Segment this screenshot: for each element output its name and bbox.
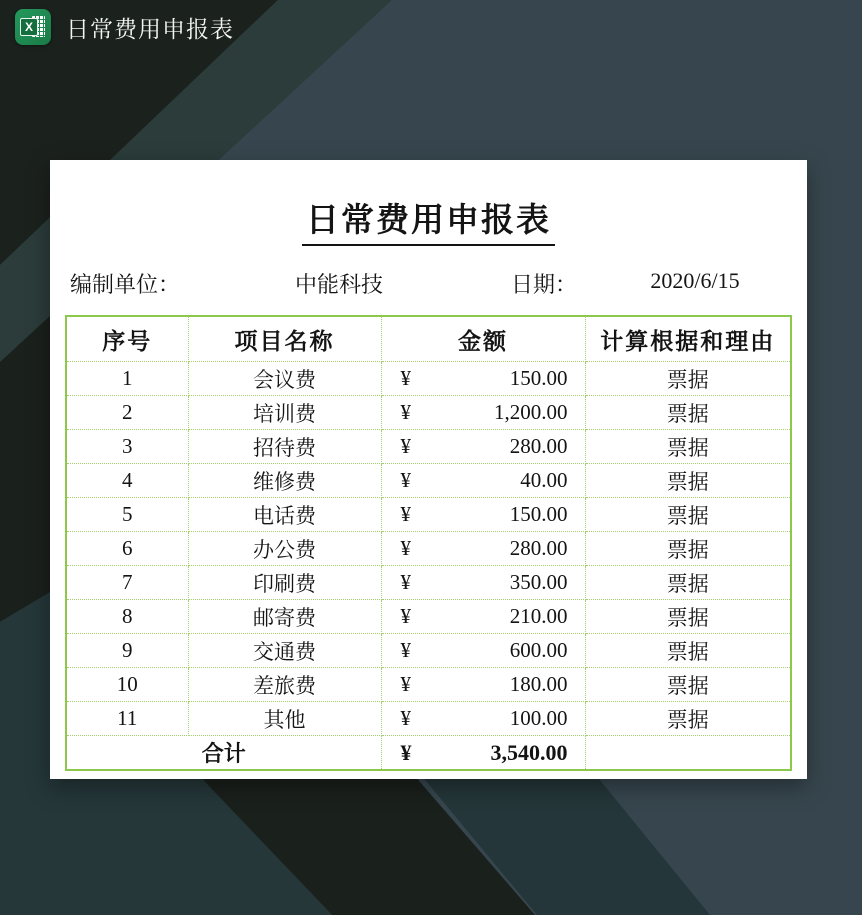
table-row — [66, 430, 791, 464]
date-value[interactable]: 2020/6/15 — [650, 268, 740, 293]
cell-no[interactable]: 10 — [66, 668, 188, 702]
currency-symbol: ¥ — [400, 672, 411, 696]
document-title[interactable]: 日常费用申报表 — [302, 194, 555, 246]
cell-amount[interactable] — [381, 532, 585, 566]
amount-value: 1,200.00 — [494, 400, 568, 424]
table-row — [66, 702, 791, 736]
amount-value: 150.00 — [509, 502, 568, 526]
cell-amount[interactable] — [381, 430, 585, 464]
amount-value: 180.00 — [509, 672, 568, 696]
cell-no[interactable]: 6 — [66, 532, 188, 566]
cell-basis[interactable]: 票据 — [585, 668, 791, 702]
table-row — [66, 600, 791, 634]
cell-name[interactable]: 维修费 — [188, 464, 381, 498]
table-row — [66, 396, 791, 430]
excel-icon — [15, 9, 51, 45]
currency-symbol: ¥ — [400, 468, 411, 492]
cell-no[interactable]: 9 — [66, 634, 188, 668]
amount-value: 40.00 — [520, 468, 568, 492]
date-label[interactable]: 日期： — [511, 272, 578, 297]
cell-basis[interactable]: 票据 — [585, 532, 791, 566]
cell-basis[interactable]: 票据 — [585, 634, 791, 668]
excel-x-glyph: X — [20, 18, 38, 36]
cell-basis[interactable]: 票据 — [585, 362, 791, 396]
total-label[interactable]: 合计 — [66, 736, 381, 771]
cell-no[interactable]: 1 — [66, 362, 188, 396]
table-row — [66, 566, 791, 600]
table-row — [66, 464, 791, 498]
cell-name[interactable]: 其他 — [188, 702, 381, 736]
cell-name[interactable]: 会议费 — [188, 362, 381, 396]
amount-value: 150.00 — [509, 366, 568, 390]
cell-amount[interactable] — [381, 498, 585, 532]
currency-symbol: ¥ — [400, 366, 411, 390]
table-row — [66, 532, 791, 566]
cell-name[interactable]: 邮寄费 — [188, 600, 381, 634]
cell-name[interactable]: 印刷费 — [188, 566, 381, 600]
table-row — [66, 668, 791, 702]
cell-amount[interactable] — [381, 566, 585, 600]
total-row — [66, 736, 791, 771]
currency-symbol: ¥ — [400, 400, 411, 424]
cell-name[interactable]: 电话费 — [188, 498, 381, 532]
cell-no[interactable]: 4 — [66, 464, 188, 498]
cell-basis[interactable]: 票据 — [585, 566, 791, 600]
cell-no[interactable]: 2 — [66, 396, 188, 430]
currency-symbol: ¥ — [400, 434, 411, 458]
total-amount-value: 3,540.00 — [490, 739, 568, 765]
cell-name[interactable]: 招待费 — [188, 430, 381, 464]
table-row — [66, 498, 791, 532]
cell-basis[interactable]: 票据 — [585, 396, 791, 430]
currency-symbol: ¥ — [400, 570, 411, 594]
table-header-row — [66, 316, 791, 362]
cell-basis[interactable]: 票据 — [585, 702, 791, 736]
amount-value: 100.00 — [509, 706, 568, 730]
amount-value: 280.00 — [509, 536, 568, 560]
unit-value[interactable]: 中能科技 — [294, 272, 383, 297]
cell-amount[interactable] — [381, 362, 585, 396]
window-title: 日常费用申报表 — [66, 15, 234, 42]
currency-symbol: ¥ — [400, 739, 412, 765]
expense-table-body — [66, 362, 791, 771]
currency-symbol: ¥ — [400, 604, 411, 628]
header-no[interactable]: 序号 — [66, 316, 188, 362]
header-amount[interactable]: 金额 — [381, 316, 585, 362]
table-row — [66, 634, 791, 668]
cell-no[interactable]: 5 — [66, 498, 188, 532]
cell-no[interactable]: 11 — [66, 702, 188, 736]
document-sheet — [50, 160, 807, 779]
cell-amount[interactable] — [381, 464, 585, 498]
cell-no[interactable]: 3 — [66, 430, 188, 464]
cell-name[interactable]: 办公费 — [188, 532, 381, 566]
expense-table — [65, 315, 792, 771]
cell-no[interactable]: 7 — [66, 566, 188, 600]
cell-basis[interactable]: 票据 — [585, 600, 791, 634]
cell-amount[interactable] — [381, 396, 585, 430]
cell-amount[interactable] — [381, 702, 585, 736]
amount-value: 210.00 — [509, 604, 568, 628]
header-basis[interactable]: 计算根据和理由 — [585, 316, 791, 362]
info-row — [50, 268, 807, 308]
cell-name[interactable]: 培训费 — [188, 396, 381, 430]
amount-value: 350.00 — [509, 570, 568, 594]
amount-value: 600.00 — [509, 638, 568, 662]
table-row — [66, 362, 791, 396]
cell-amount[interactable] — [381, 600, 585, 634]
currency-symbol: ¥ — [400, 502, 411, 526]
amount-value: 280.00 — [509, 434, 568, 458]
cell-no[interactable]: 8 — [66, 600, 188, 634]
cell-name[interactable]: 差旅费 — [188, 668, 381, 702]
cell-amount[interactable] — [381, 668, 585, 702]
currency-symbol: ¥ — [400, 706, 411, 730]
currency-symbol: ¥ — [400, 638, 411, 662]
header-name[interactable]: 项目名称 — [188, 316, 381, 362]
cell-amount[interactable] — [381, 634, 585, 668]
cell-basis[interactable]: 票据 — [585, 430, 791, 464]
total-basis-cell[interactable] — [585, 736, 791, 771]
currency-symbol: ¥ — [400, 536, 411, 560]
cell-basis[interactable]: 票据 — [585, 464, 791, 498]
unit-label[interactable]: 编制单位： — [70, 272, 181, 297]
cell-basis[interactable]: 票据 — [585, 498, 791, 532]
cell-name[interactable]: 交通费 — [188, 634, 381, 668]
title-bar — [15, 9, 234, 45]
total-amount-cell[interactable] — [381, 736, 585, 771]
